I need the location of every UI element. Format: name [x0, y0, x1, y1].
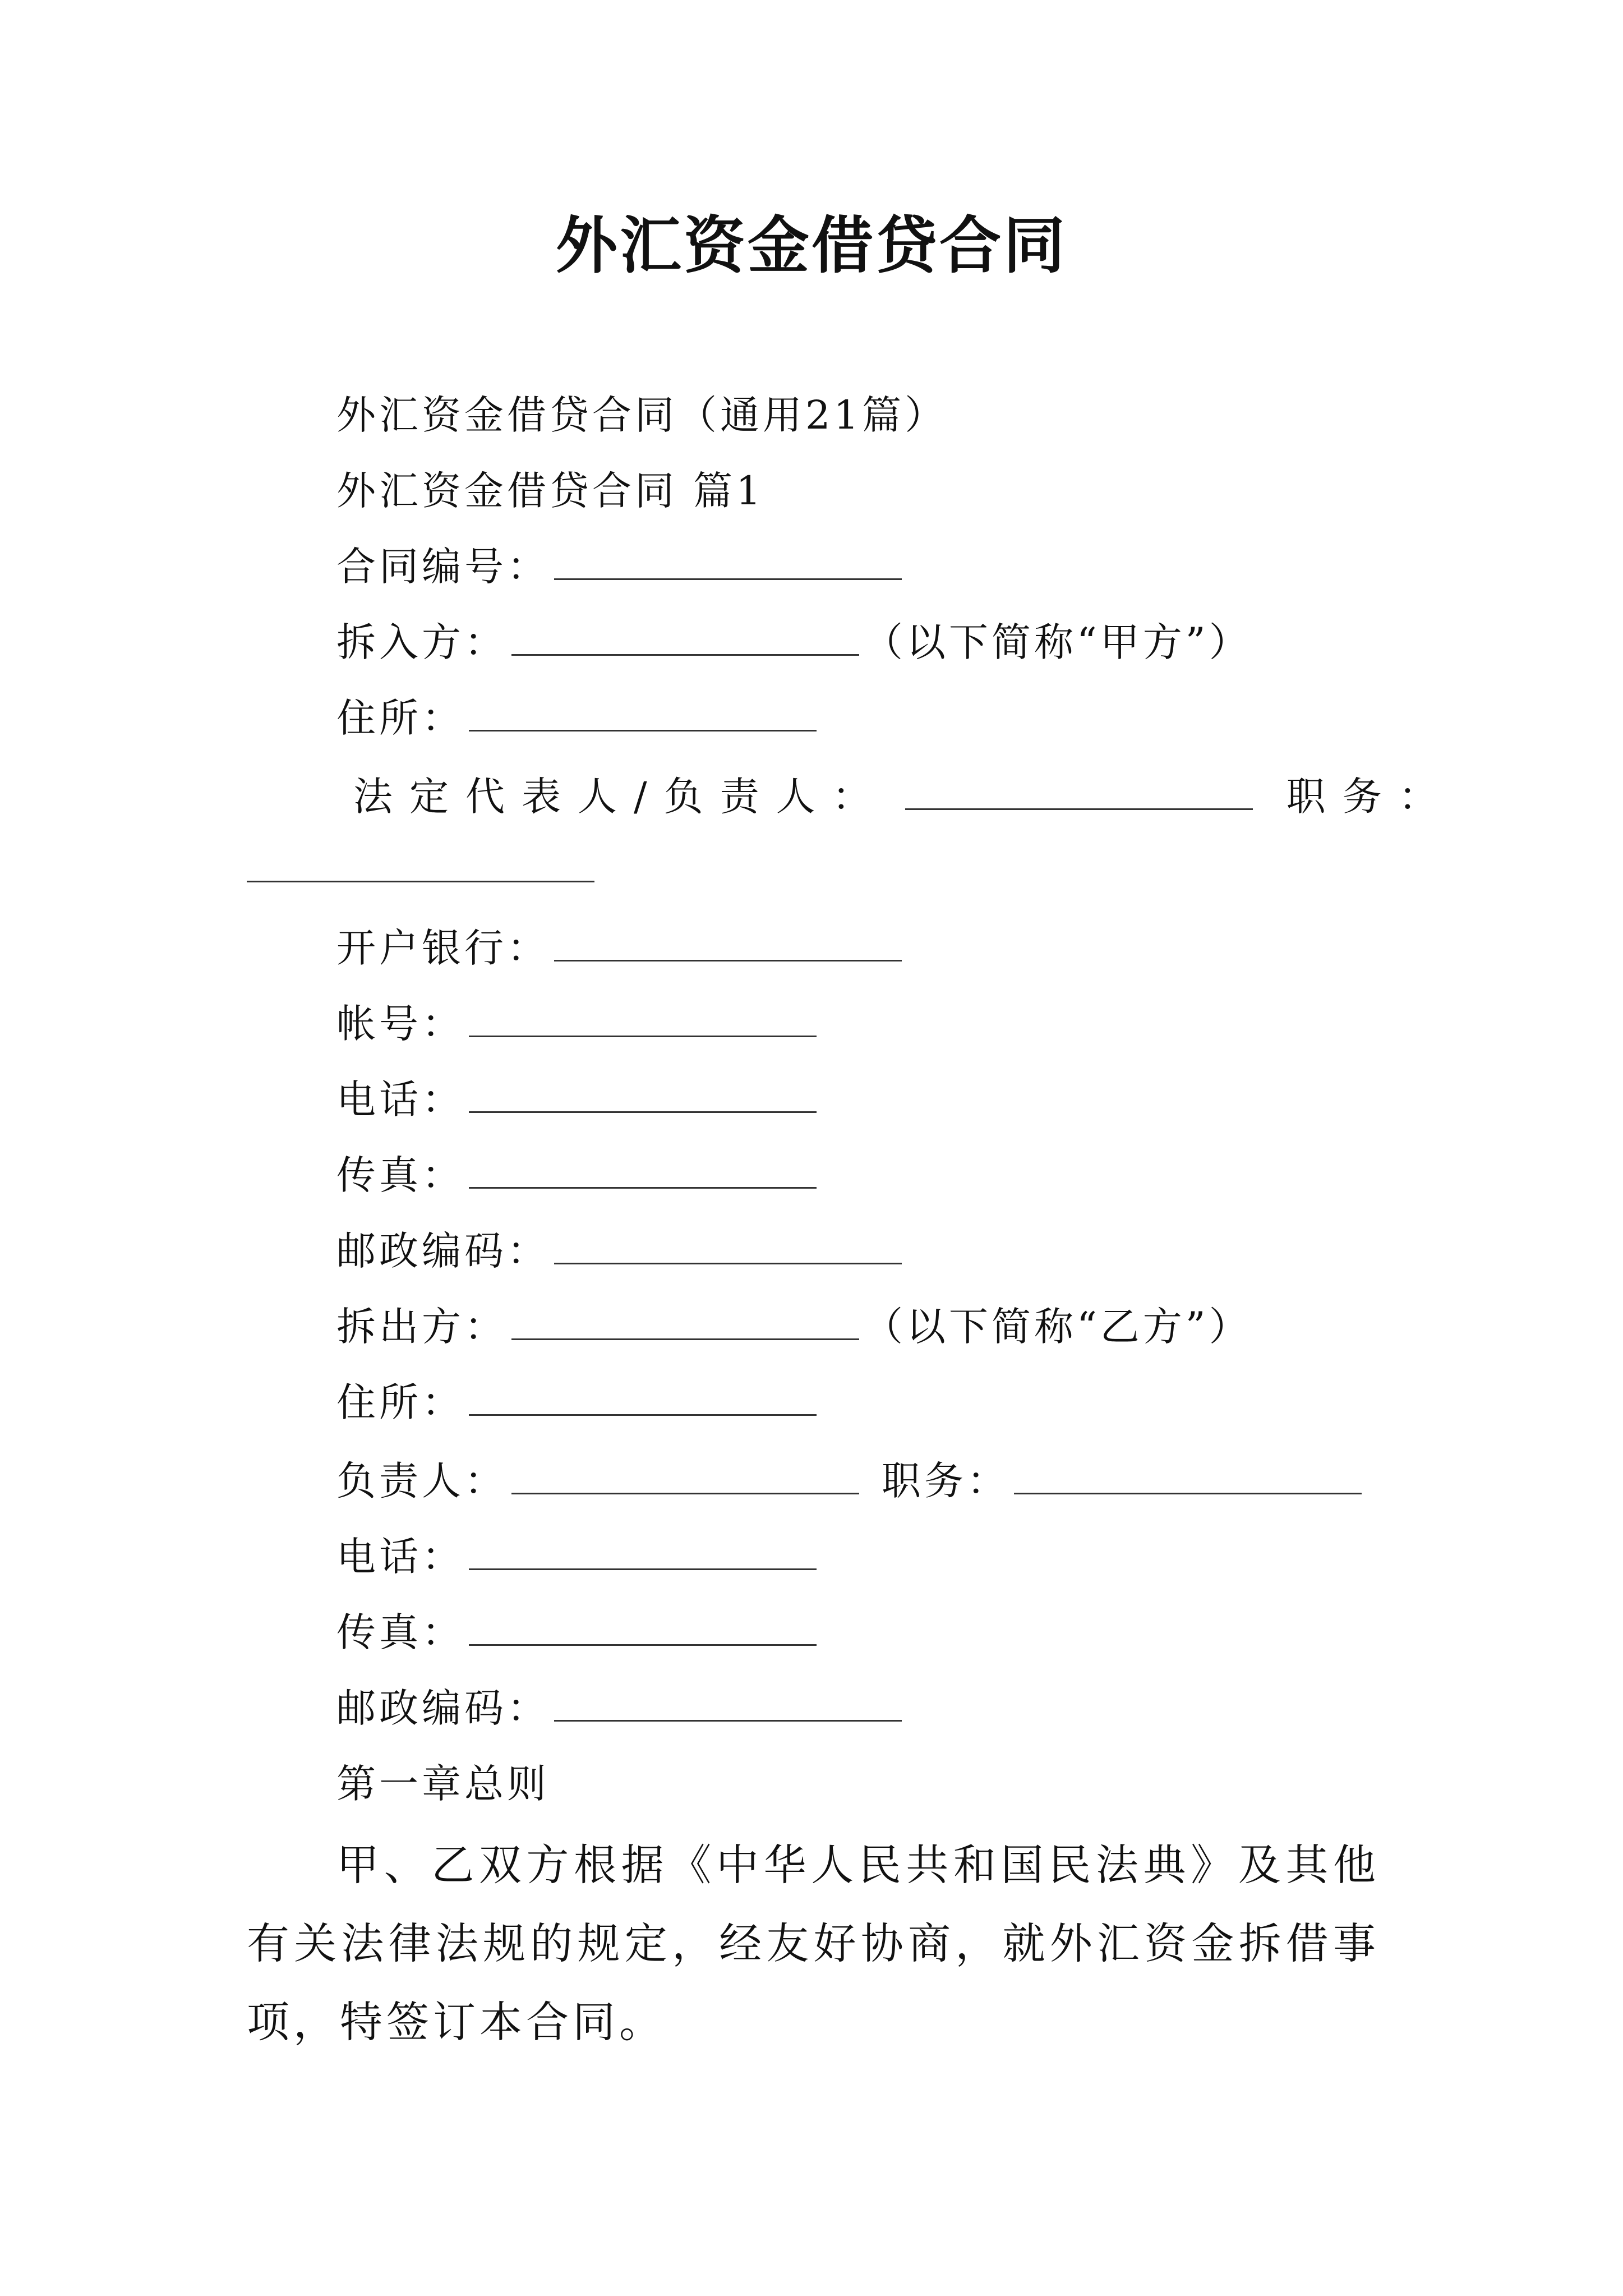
postcode-b-blank [554, 1686, 902, 1722]
postcode-b-row [336, 1680, 906, 1736]
legal-rep-label: 法定代表人/负责人： [353, 774, 888, 820]
address-b-row [336, 1374, 821, 1430]
responsible-label: 负责人： [336, 1458, 507, 1504]
position-a-blank [247, 847, 594, 882]
chapter-heading: 第一章总则 [336, 1761, 550, 1807]
lender-out-row [336, 1299, 1252, 1355]
address-a-row [336, 690, 821, 746]
account-row [336, 996, 821, 1052]
bank-blank [554, 926, 902, 961]
fax-a-label: 传真： [336, 1152, 464, 1198]
phone-b-label: 电话： [336, 1534, 464, 1580]
lender-in-label: 拆入方： [336, 619, 507, 665]
party-a-note: （以下简称“甲方”） [864, 619, 1252, 665]
contract-number-row [336, 539, 906, 595]
document-title: 外汇资金借贷合同 [556, 209, 1067, 282]
fax-a-blank [469, 1153, 817, 1189]
bank-row [336, 920, 906, 976]
paragraph-1: 甲、乙双方根据《中华人民共和国民法典》及其他有关法律法规的规定，经友好协商，就外汇资金拆借事项，特签订本合同。 [247, 1840, 1380, 2047]
phone-a-row [336, 1071, 821, 1128]
fax-b-row [336, 1604, 821, 1660]
responsible-row [336, 1453, 1366, 1509]
phone-b-blank [469, 1535, 817, 1570]
position-a-label: 职务： [1286, 774, 1455, 820]
fax-a-row [336, 1147, 821, 1203]
contract-number-label: 合同编号： [336, 544, 550, 590]
address-a-label: 住所： [336, 695, 464, 741]
fax-b-blank [469, 1611, 817, 1646]
position-b-label: 职务： [882, 1458, 1009, 1504]
postcode-a-blank [554, 1229, 902, 1264]
postcode-a-label: 邮政编码： [336, 1228, 550, 1274]
address-b-blank [469, 1381, 817, 1416]
legal-rep-row [353, 769, 1455, 825]
account-blank [469, 1002, 817, 1037]
postcode-b-label: 邮政编码： [336, 1685, 550, 1731]
party-b-note: （以下简称“乙方”） [864, 1304, 1252, 1350]
fax-b-label: 传真： [336, 1609, 464, 1655]
lender-out-blank [511, 1305, 859, 1340]
part-heading: 外汇资金借贷合同 篇1 [336, 468, 764, 514]
responsible-blank [511, 1459, 859, 1494]
position-b-blank [1014, 1459, 1362, 1494]
phone-a-label: 电话： [336, 1076, 464, 1122]
lender-in-row [336, 614, 1252, 670]
phone-a-blank [469, 1078, 817, 1113]
subtitle: 外汇资金借贷合同（通用21篇） [336, 392, 948, 438]
account-label: 帐号： [336, 1001, 464, 1047]
contract-number-blank [554, 545, 902, 580]
legal-rep-blank [905, 775, 1253, 810]
phone-b-row [336, 1529, 821, 1585]
bank-label: 开户银行： [336, 925, 550, 971]
address-a-blank [469, 696, 817, 731]
address-b-label: 住所： [336, 1379, 464, 1425]
lender-out-label: 拆出方： [336, 1304, 507, 1350]
postcode-a-row [336, 1223, 906, 1279]
lender-in-blank [511, 620, 859, 656]
